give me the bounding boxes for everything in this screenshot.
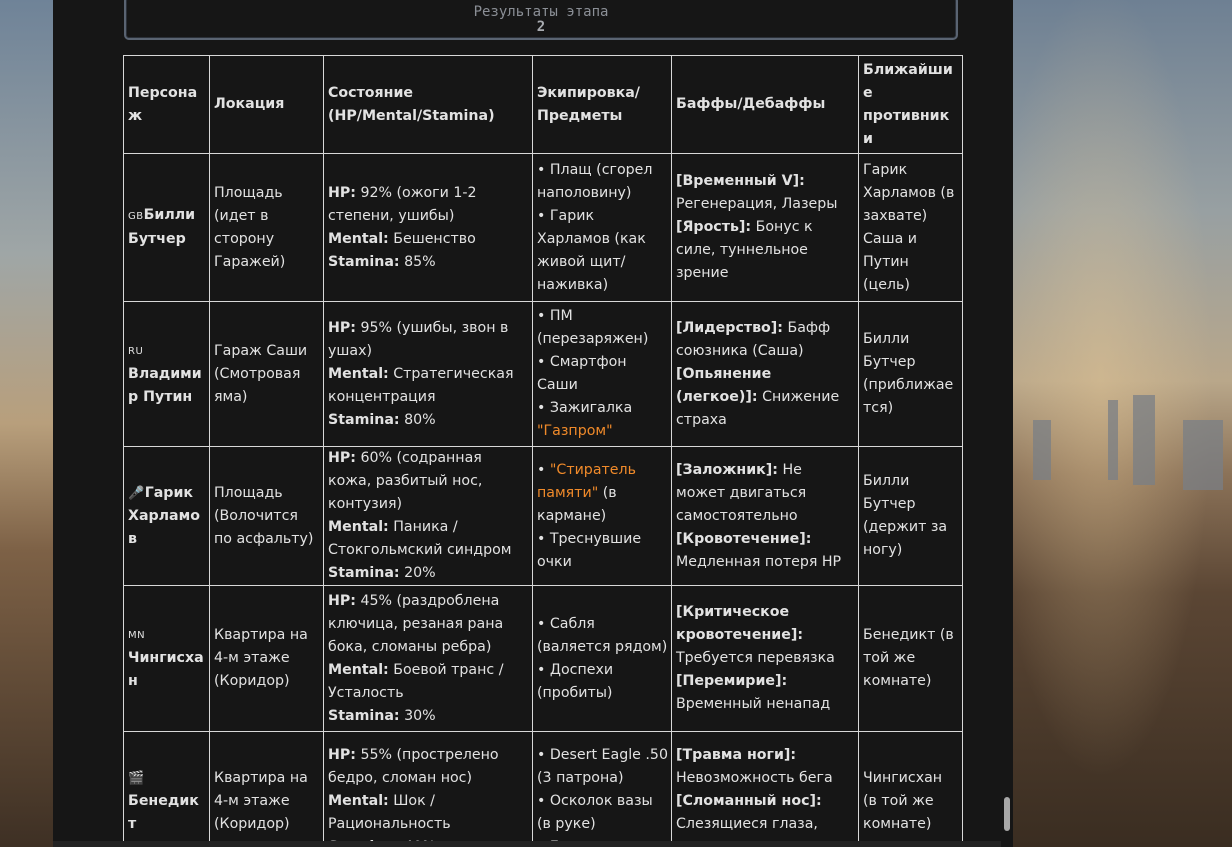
buff-name: [Критическое кровотечение] [676, 604, 798, 643]
microphone-icon: 🎤 [128, 485, 145, 501]
enemies-cell: Билли Бутчер (приближается) [859, 302, 963, 447]
chat-panel [53, 0, 1013, 847]
buff-name: [Травма ноги] [676, 747, 791, 763]
stamina-label: Stamina: [328, 411, 400, 428]
buff-sep: : [772, 461, 778, 478]
header-equipment: Экипировка/ Предметы [533, 56, 672, 154]
buffs-cell [672, 447, 859, 586]
buff-sep: : [799, 173, 805, 189]
location-cell: Гараж Саши (Смотровая яма) [210, 302, 324, 447]
enemies-cell: Бенедикт (в той же комнате) [859, 586, 963, 732]
character-name: Билли Бутчер [128, 207, 196, 247]
background-right [1013, 0, 1232, 847]
item: • Доспехи (пробиты) [537, 661, 614, 701]
character-name: Чингисхан [128, 650, 204, 689]
character-cell [124, 732, 210, 847]
flag-gb: GB [128, 211, 144, 222]
buff-text: Временный ненапад [676, 696, 831, 712]
flag-mn: MN [128, 630, 146, 641]
buff-sep: : [777, 319, 783, 336]
buff-text: Невозможность бега [676, 770, 833, 786]
stamina-value: 20% [399, 565, 436, 581]
clapperboard-icon: 🎬 [128, 771, 145, 786]
stage-results-box [124, 0, 958, 40]
buff-sep: : [797, 627, 804, 643]
stage-title: Результаты этапа [473, 4, 609, 20]
item: • Треснувшие очки [537, 530, 642, 570]
header-state: Состояние (HP/Mental/Stamina) [324, 56, 533, 154]
character-cell [124, 154, 210, 302]
equipment-cell [533, 154, 672, 302]
hp-label: HP: [328, 319, 356, 336]
buff-text: Бафф союзника (Саша) [676, 319, 831, 359]
item: • Смартфон Саши [537, 354, 627, 393]
table-row [124, 154, 963, 302]
equipment-cell [533, 302, 672, 447]
mental-label: Mental: [328, 661, 389, 678]
buffs-cell [672, 302, 859, 447]
stamina-value: 30% [399, 707, 436, 724]
buff-name: [Ярость] [676, 219, 746, 235]
character-name: Гарик Харламов [128, 484, 200, 547]
buff-name: [Заложник] [676, 461, 773, 478]
buff-name: [Опьянение (легкое)] [676, 365, 772, 405]
state-cell [324, 302, 533, 447]
item-text: • [537, 461, 550, 478]
character-cell [124, 586, 210, 732]
hp-value: 60% (содранная кожа, разбитый нос, контузия) [328, 450, 483, 512]
hp-label: HP: [328, 592, 356, 609]
item: • Плащ (сгорел наполовину) [537, 161, 653, 201]
mental-value: Стратегическая концентрация [328, 365, 514, 405]
scrollbar-thumb[interactable] [1004, 797, 1010, 831]
hp-value: 95% (ушибы, звон в ушах) [328, 319, 509, 359]
mental-label: Mental: [328, 519, 389, 535]
buff-sep: : [745, 219, 752, 235]
equipment-cell [533, 447, 672, 586]
location-cell: Площадь (Волочится по асфальту) [210, 447, 324, 586]
item: • Гарик Харламов (как живой щит/наживка) [537, 207, 646, 293]
stamina-label: Stamina: [328, 707, 400, 724]
buff-sep: : [790, 747, 797, 763]
equipment-cell [533, 586, 672, 732]
header-enemies: Ближайшие противники [859, 56, 963, 154]
background-left [0, 0, 53, 847]
hp-label: HP: [328, 747, 356, 763]
results-table [123, 55, 963, 847]
item [537, 397, 668, 443]
enemies-cell: Билли Бутчер (держит за ногу) [859, 447, 963, 586]
buff-name: [Лидерство] [676, 319, 778, 336]
buff-sep: : [751, 388, 758, 405]
state-cell [324, 732, 533, 847]
table-row [124, 447, 963, 586]
buffs-cell [672, 732, 859, 847]
item [537, 459, 668, 528]
buff-text: Не может двигаться самостоятельно [676, 461, 807, 524]
hp-label: HP: [328, 450, 356, 466]
mental-value: Бешенство [388, 230, 476, 247]
header-buffs: Баффы/Дебаффы [672, 56, 859, 154]
item-text: • Зажигалка [537, 400, 633, 416]
buff-text: Требуется перевязка [676, 650, 835, 666]
buff-text: Медленная потеря HP [676, 553, 842, 570]
mental-value: Боевой транс / Усталость [328, 661, 504, 701]
character-name: Бенедикт [128, 793, 199, 832]
scrollbar-track[interactable] [1001, 0, 1013, 847]
buff-name: [Сломанный нос] [676, 793, 816, 809]
ruin-spire [1183, 420, 1223, 490]
state-cell [324, 154, 533, 302]
stamina-label: Stamina: [328, 253, 400, 270]
mental-value: Шок / Рациональность [328, 793, 451, 832]
item-text: (в кармане) [537, 484, 617, 524]
stamina-label: Stamina: [328, 565, 400, 581]
enemies-cell: Чингисхан (в той же комнате) [859, 732, 963, 847]
buff-name: [Временный V] [676, 173, 800, 189]
buff-sep: : [815, 793, 822, 809]
mental-label: Mental: [328, 365, 389, 382]
stage-number: 2 [536, 19, 546, 35]
table-header-row [124, 56, 963, 154]
ruin-spire [1033, 420, 1051, 480]
buffs-cell [672, 586, 859, 732]
character-cell [124, 302, 210, 447]
hp-label: HP: [328, 184, 356, 201]
bottom-strip [53, 841, 1013, 847]
equipment-cell [533, 732, 672, 847]
item-highlight: "Газпром" [537, 423, 613, 439]
state-cell [324, 447, 533, 586]
mental-label: Mental: [328, 793, 389, 809]
item: • Сабля (валяется рядом) [537, 615, 668, 655]
buff-name: [Кровотечение] [676, 530, 806, 547]
table-row [124, 732, 963, 847]
item: • Осколок вазы (в руке) [537, 793, 653, 832]
character-name: Владимир Путин [128, 365, 202, 405]
buff-text: Снижение страха [676, 388, 840, 428]
hp-value: 92% (ожоги 1-2 степени, ушибы) [328, 184, 477, 224]
hp-value: 45% (раздроблена ключица, резаная рана бока, сломаны ребра) [328, 592, 504, 655]
stamina-value: 80% [399, 411, 436, 428]
ruin-spire [1133, 395, 1155, 485]
flag-ru: RU [128, 345, 144, 357]
buff-text: Регенерация, Лазеры [676, 196, 838, 212]
buff-sep: : [805, 530, 812, 547]
item: • Desert Eagle .50 (3 патрона) [537, 747, 668, 786]
mental-label: Mental: [328, 230, 389, 247]
buffs-cell [672, 154, 859, 302]
location-cell: Площадь (идет в сторону Гаражей) [210, 154, 324, 302]
buff-sep: : [781, 673, 788, 689]
mental-value: Паника / Стокгольмский синдром [328, 519, 512, 558]
item: • ПМ (перезаряжен) [537, 308, 649, 347]
hp-value: 55% (прострелено бедро, сломан нос) [328, 747, 499, 786]
buff-text: Бонус к силе, туннельное зрение [676, 219, 813, 281]
stamina-value: 85% [399, 253, 436, 270]
ruin-spire [1108, 400, 1118, 480]
header-character: Персонаж [124, 56, 210, 154]
buff-name: [Перемирие] [676, 673, 782, 689]
header-location: Локация [210, 56, 324, 154]
buff-text: Слезящиеся глаза, [676, 816, 818, 832]
location-cell: Квартира на 4-м этаже (Коридор) [210, 732, 324, 847]
location-cell: Квартира на 4-м этаже (Коридор) [210, 586, 324, 732]
table-row [124, 302, 963, 447]
state-cell [324, 586, 533, 732]
item-highlight: "Стиратель памяти" [537, 461, 636, 501]
enemies-cell: Гарик Харламов (в захвате) Саша и Путин (цель) [859, 154, 963, 302]
table-row [124, 586, 963, 732]
character-cell [124, 447, 210, 586]
